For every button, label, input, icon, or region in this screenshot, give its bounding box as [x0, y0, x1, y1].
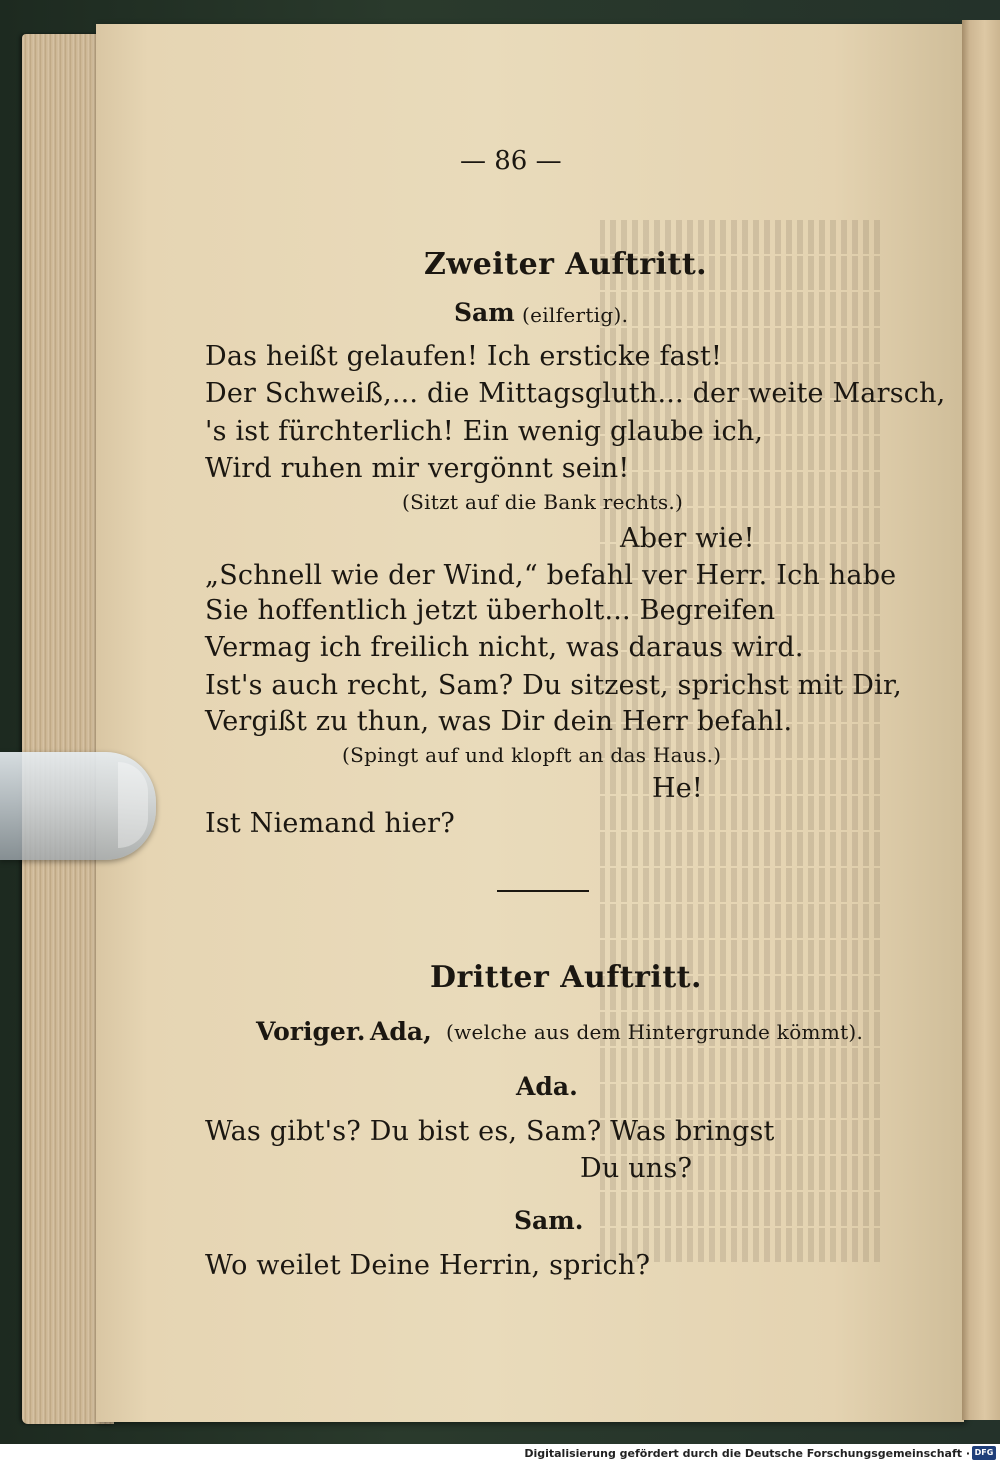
stage-direction: (eilfertig). [522, 303, 629, 327]
scene-heading-3: Dritter Auftritt. [430, 960, 702, 995]
section-divider [497, 890, 589, 892]
verse-line: Wird ruhen mir vergönnt sein! [205, 453, 630, 484]
verse-line: Du uns? [580, 1153, 693, 1184]
cast-list-ada: Ada, [370, 1017, 432, 1046]
verse-line: Aber wie! [620, 523, 755, 554]
verse-line: He! [652, 773, 703, 804]
verse-line: 's ist fürchterlich! Ein wenig glaube ich, [205, 416, 764, 447]
page-number: — 86 — [460, 146, 562, 176]
facing-page-edge [962, 20, 1000, 1420]
verse-line: Vermag ich freilich nicht, was daraus wird. [205, 632, 804, 663]
cast-list-previous: Voriger. [256, 1017, 366, 1046]
stage-direction: (welche aus dem Hintergrunde kömmt). [446, 1020, 864, 1044]
page-clip [0, 752, 156, 860]
speaker-name: Ada. [516, 1072, 578, 1101]
speaker-name: Sam. [514, 1206, 584, 1235]
verse-line: „Schnell wie der Wind,“ befahl ver Herr. Ich habe [205, 560, 897, 591]
stage-direction: (Spingt auf und klopft an das Haus.) [342, 743, 722, 767]
verse-line: Ist's auch recht, Sam? Du sitzest, sprichst mit Dir, [205, 670, 902, 701]
dfg-logo: DFG [972, 1446, 996, 1460]
scene-heading-2: Zweiter Auftritt. [424, 247, 708, 282]
verse-line: Vergißt zu thun, was Dir dein Herr befahl. [205, 706, 793, 737]
digitization-credit: Digitalisierung gefördert durch die Deutsche Forschungsgemeinschaft · [524, 1447, 970, 1460]
verse-line: Sie hoffentlich jetzt überholt... Begreifen [205, 595, 776, 626]
stage-direction: (Sitzt auf die Bank rechts.) [402, 490, 684, 514]
verse-line: Der Schweiß,... die Mittagsgluth... der weite Marsch, [205, 378, 946, 409]
verse-line: Das heißt gelaufen! Ich ersticke fast! [205, 341, 723, 372]
speaker-name: Sam [454, 298, 515, 327]
verse-line: Ist Niemand hier? [205, 808, 455, 839]
verse-line: Was gibt's? Du bist es, Sam? Was bringst [205, 1116, 775, 1147]
verse-line: Wo weilet Deine Herrin, sprich? [205, 1250, 651, 1281]
